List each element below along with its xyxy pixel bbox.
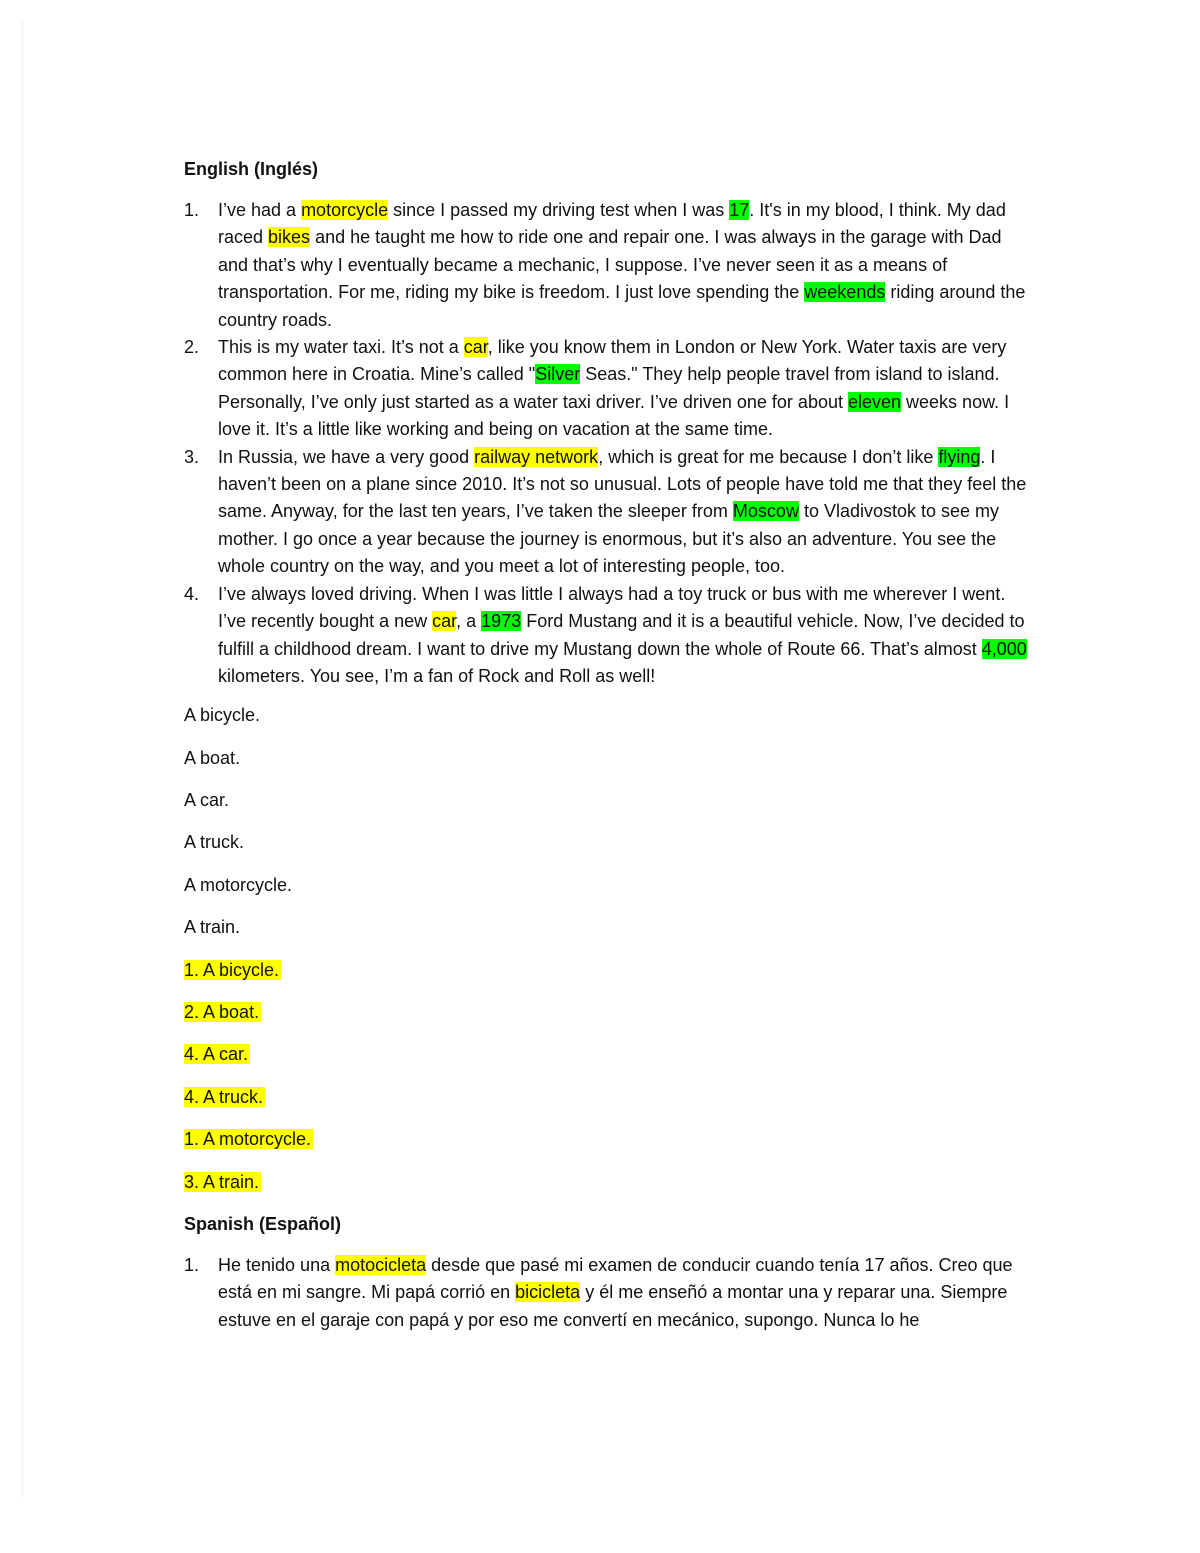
passage-item bbox=[184, 581, 1034, 691]
highlight-yellow: car bbox=[463, 337, 488, 358]
passage-text: to Vladivostok to see my mother. I go once a year because the journey is enormous, but it’s also an adventure. You see the whole country on the way, and you meet a lot of interesting people, too. bbox=[218, 501, 1000, 577]
passage-text: . I haven’t been on a plane since 2010. It’s not so unusual. Lots of people have told me that they feel the same. Anyway, for the last ten years, I’ve taken the sleeper from bbox=[218, 446, 1027, 522]
answer-highlight: 3. A train. bbox=[184, 1171, 260, 1192]
highlight-yellow: railway network bbox=[474, 446, 599, 467]
highlight-green: 17 bbox=[729, 200, 750, 220]
highlight-yellow: motorcycle bbox=[301, 200, 389, 220]
answer-highlight: 2. A boat. bbox=[184, 1002, 260, 1023]
highlight-green: eleven bbox=[847, 391, 902, 412]
passage-number: 1. bbox=[184, 1255, 200, 1275]
passage-text: Ford Mustang and it is a beautiful vehicle. Now, I’ve decided to fulfill a childhood dream. I want to drive my Mustang down the whole of Route 66. That’s almost bbox=[218, 611, 1025, 659]
passage-text: , like you know them in London or New York. Water taxis are very common here in Croatia. Mine’s called " bbox=[218, 337, 1007, 385]
spanish-passages bbox=[184, 1252, 1034, 1334]
passage-item bbox=[184, 1252, 1034, 1334]
option-item: A motorcycle. bbox=[184, 874, 293, 895]
passage-item bbox=[184, 197, 1034, 334]
english-passages bbox=[184, 197, 1034, 690]
passage-text: This is my water taxi. It’s not a bbox=[218, 337, 464, 358]
answer-item bbox=[184, 1084, 1034, 1126]
answer-item bbox=[184, 1126, 1034, 1168]
option-item: A car. bbox=[184, 790, 230, 811]
answer-highlight: 4. A truck. bbox=[184, 1086, 264, 1107]
passage-text: since I passed my driving test when I was bbox=[388, 200, 730, 220]
option-item: A train. bbox=[184, 917, 241, 938]
document-page bbox=[184, 156, 1034, 1334]
answer-item bbox=[184, 1169, 1034, 1211]
highlight-yellow: bicicleta bbox=[515, 1282, 581, 1303]
passage-text: Seas." They help people travel from island to island. Personally, I’ve only just started as a water taxi driver. I’ve driven one for about bbox=[218, 364, 1000, 412]
passage-text: kilometers. You see, I’m a fan of Rock and Roll as well! bbox=[218, 665, 656, 686]
highlight-yellow: bikes bbox=[268, 227, 311, 248]
answer-highlight: 4. A car. bbox=[184, 1044, 249, 1065]
answer-item bbox=[184, 1041, 1034, 1083]
vehicle-answers bbox=[184, 957, 1034, 1211]
highlight-green: Silver bbox=[535, 364, 581, 385]
passage-text: He tenido una bbox=[218, 1255, 336, 1275]
passage-text: I’ve had a bbox=[218, 200, 302, 220]
passage-number: 3. bbox=[184, 446, 200, 467]
highlight-yellow: car bbox=[432, 611, 457, 632]
passage-number: 1. bbox=[184, 200, 200, 220]
passage-text: and he taught me how to ride one and repair one. I was always in the garage with Dad and that’s why I eventually became a mechanic, I suppose. I’ve never seen it as a means of transportation. For me, riding my bike is freedom. I just love spending the bbox=[218, 227, 1002, 303]
answer-highlight: 1. A bicycle. bbox=[184, 959, 280, 980]
passage-text: , which is great for me because I don’t like bbox=[598, 446, 939, 467]
english-heading: English (Inglés) bbox=[184, 159, 319, 179]
highlight-green: flying bbox=[938, 446, 981, 467]
passage-text: y él me enseñó a montar una y reparar una. Siempre estuve en el garaje con papá y por eso me convertí en mecánico, supongo. Nunca lo he bbox=[218, 1282, 1008, 1330]
passage-text: desde que pasé mi examen de conducir cuando tenía 17 años. Creo que está en mi sangre. Mi papá corrió en bbox=[218, 1255, 1013, 1303]
passage-text: , a bbox=[456, 611, 482, 632]
passage-item bbox=[184, 334, 1034, 444]
answer-item bbox=[184, 999, 1034, 1041]
highlight-green: Moscow bbox=[732, 501, 799, 522]
option-item: A bicycle. bbox=[184, 705, 261, 726]
highlight-green: 1973 bbox=[481, 611, 522, 632]
passage-number: 2. bbox=[184, 337, 200, 358]
answer-highlight: 1. A motorcycle. bbox=[184, 1129, 312, 1150]
page-margin-line bbox=[22, 20, 23, 1498]
vehicle-options bbox=[184, 702, 1034, 956]
passage-text: . It's in my blood, I think. My dad raced bbox=[218, 200, 1006, 248]
answer-item bbox=[184, 957, 1034, 999]
highlight-yellow: motocicleta bbox=[335, 1255, 427, 1275]
passage-text: weeks now. I love it. It’s a little like working and being on vacation at the same time. bbox=[218, 391, 1010, 440]
highlight-green: weekends bbox=[804, 282, 886, 303]
passage-text: I’ve always loved driving. When I was little I always had a toy truck or bus with me wherever I went. I’ve recently bought a new bbox=[218, 583, 1006, 632]
option-item: A boat. bbox=[184, 747, 241, 768]
passage-text: In Russia, we have a very good bbox=[218, 446, 475, 467]
option-item: A truck. bbox=[184, 832, 245, 853]
passage-number: 4. bbox=[184, 583, 200, 604]
passage-item bbox=[184, 444, 1034, 581]
highlight-green: 4,000 bbox=[981, 638, 1027, 659]
passage-text: riding around the country roads. bbox=[218, 282, 1026, 330]
spanish-heading: Spanish (Español) bbox=[184, 1214, 342, 1234]
